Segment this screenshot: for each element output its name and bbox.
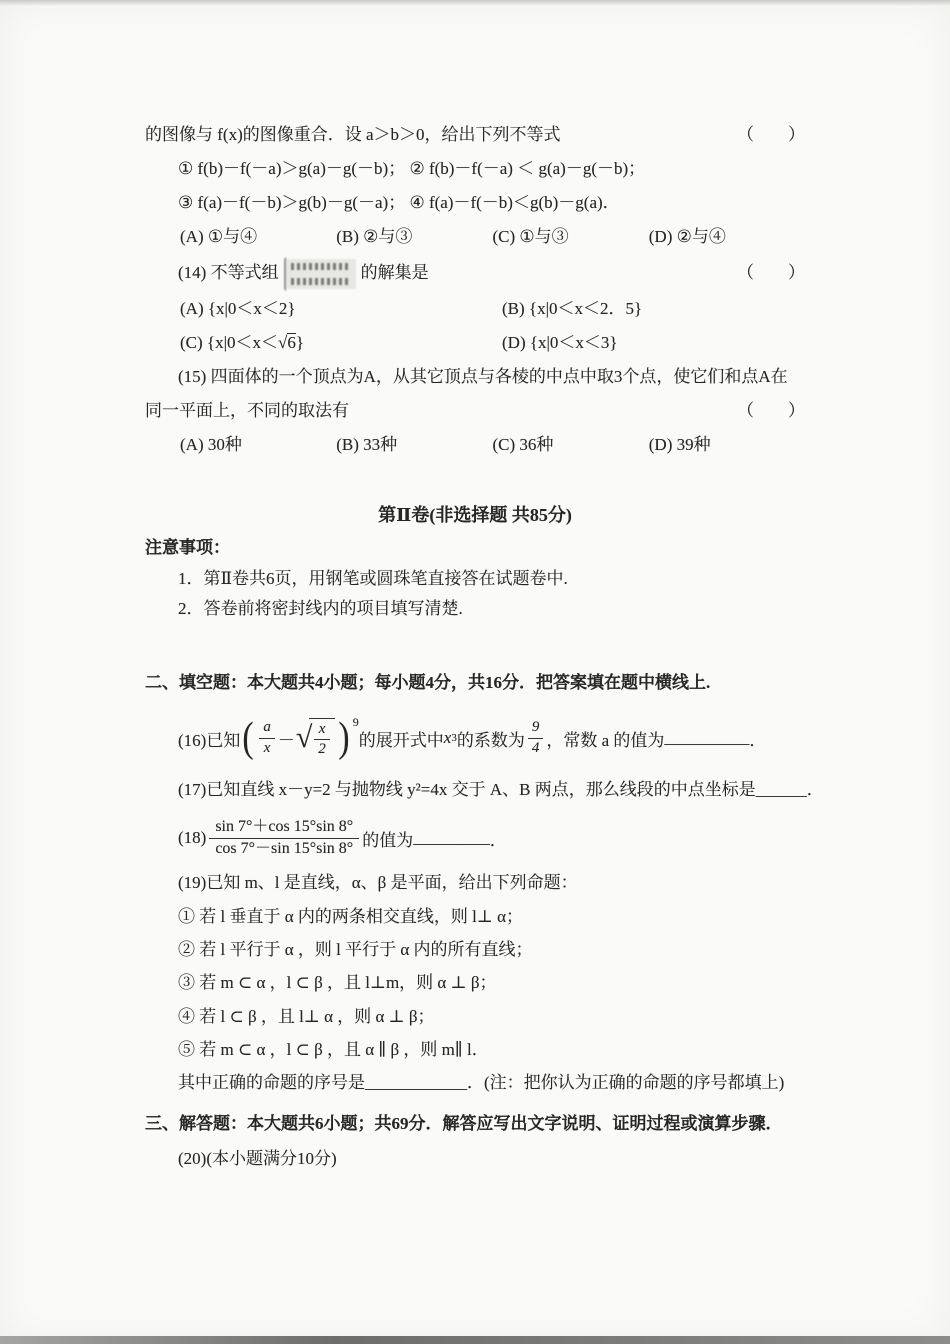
q16-fraction-9-over-4 xyxy=(528,719,544,757)
question-14-options-row-1 xyxy=(145,292,805,326)
fraction-numerator: a xyxy=(259,719,275,738)
fraction-numerator: sin 7°＋cos 15°sin 8° xyxy=(209,817,359,838)
q14-option-d: (D) {x|0＜x＜3} xyxy=(502,333,618,352)
question-14-stem xyxy=(178,254,429,292)
q16-mid-text-1: 的展开式中 xyxy=(358,730,444,750)
inequality-system-illegible xyxy=(284,259,356,289)
fraction-denominator: 2 xyxy=(318,741,326,757)
part-2-title: 第Ⅱ卷(非选择题 共85分) xyxy=(378,505,572,525)
exponent-9: 9 xyxy=(352,714,359,729)
question-19-intro: (19)已知 m、l 是直线，α、β 是平面，给出下列命题： xyxy=(178,873,578,892)
period: ． xyxy=(749,730,767,750)
fraction-denominator: x xyxy=(263,739,271,756)
fill-in-section-header: 二、填空题：本大题共4小题；每小题4分，共16分．把答案填在题中横线上. xyxy=(145,673,711,692)
q15-text-2: 同一平面上，不同的取法有 xyxy=(145,401,349,420)
q16-fraction-a-over-x xyxy=(259,719,275,757)
q19-statement-4: ④ 若 l ⊂ β ，且 l⊥ α ，则 α ⊥ β； xyxy=(178,1007,435,1026)
q14-option-a: (A) {x|0＜x＜2} xyxy=(180,299,296,318)
fraction-numerator: x xyxy=(314,721,330,740)
q13-option-a: (A) ①与④ xyxy=(180,227,258,246)
square-root xyxy=(296,718,335,759)
period: ． xyxy=(806,780,824,799)
q14-option-c xyxy=(180,326,502,360)
question-18 xyxy=(145,810,805,866)
question-15-line-1 xyxy=(145,360,805,394)
q15-option-c: (C) 36种 xyxy=(492,435,554,454)
q14-option-c-radicand: 6 xyxy=(287,333,296,352)
q19-statement-2: ② 若 l 平行于 α ，则 l 平行于 α 内的所有直线； xyxy=(178,940,533,959)
answer-blank: __________ xyxy=(664,728,750,747)
q13-inequality-4: ④ f(a)－f(－b)＜g(b)－g(a)． xyxy=(409,193,620,212)
question-20-header: (20)(本小题满分10分) xyxy=(178,1149,337,1168)
q14-option-c-text: (C) {x|0＜x＜ xyxy=(180,333,278,352)
radical-sign: √ xyxy=(277,333,288,352)
fraction-denominator: cos 7°－sin 15°sin 8° xyxy=(215,839,354,857)
scan-top-edge xyxy=(0,0,950,6)
question-14-answer-paren: （ ） xyxy=(737,263,805,282)
answer-blank: ______ xyxy=(755,780,807,799)
q14-suffix: 的解集是 xyxy=(360,263,429,282)
right-paren: ) xyxy=(338,715,350,761)
radical-sign: √ xyxy=(295,721,313,754)
q13-option-b: (B) ②与③ xyxy=(336,227,413,246)
q13-option-d: (D) ②与④ xyxy=(648,227,726,246)
minus-sign: － xyxy=(277,730,295,750)
question-13-options xyxy=(145,220,805,254)
q19-statement-1: ① 若 l 垂直于 α 内的两条相交直线，则 l⊥ α； xyxy=(178,907,523,926)
question-15-options xyxy=(145,428,805,462)
q15-option-d: (D) 39种 xyxy=(648,435,711,454)
left-paren: ( xyxy=(242,715,254,761)
q19-tail-text: 其中正确的命题的序号是 xyxy=(178,1073,365,1092)
q16-tail-text: ，常数 a 的值为 xyxy=(546,730,665,750)
q14-option-c-close: } xyxy=(295,333,304,352)
q16-mid-text-2: 的系数为 xyxy=(456,730,525,750)
q13-inequality-1: ① f(b)－f(－a)＞g(a)－g(－b)； xyxy=(178,159,406,178)
question-14-stem-row xyxy=(145,254,805,292)
notice-item-1: 1．第Ⅱ卷共6页，用钢笔或圆珠笔直接答在试题卷中. xyxy=(178,569,568,588)
q16-fraction-x-over-2 xyxy=(314,721,330,759)
question-17 xyxy=(145,770,824,810)
q15-option-b: (B) 33种 xyxy=(336,435,398,454)
q19-statement-5: ⑤ 若 m ⊂ α ，l ⊂ β ，且 α ∥ β ，则 m∥ l． xyxy=(178,1040,489,1059)
radicand xyxy=(309,718,335,759)
fraction-numerator: 9 xyxy=(528,719,544,738)
question-13-answer-paren: （ ） xyxy=(737,125,805,144)
notice-item-2: 2．答卷前将密封线内的项目填写清楚. xyxy=(178,599,463,618)
answer-blank: _________ xyxy=(413,828,490,847)
question-14-options-row-2 xyxy=(145,326,805,360)
q19-note: ．(注：把你认为正确的命题的序号都填上) xyxy=(467,1073,785,1092)
q19-statement-3: ③ 若 m ⊂ α ，l ⊂ β ，且 l⊥m，则 α ⊥ β； xyxy=(178,973,497,992)
q13-inequality-2: ② f(b)－f(－a) ＜ g(a)－g(－b)； xyxy=(409,159,646,178)
q17-text: (17)已知直线 x－y=2 与抛物线 y²=4x 交于 A、B 两点，那么线段的中点坐标是 xyxy=(178,780,756,799)
q15-option-a: (A) 30种 xyxy=(180,435,242,454)
question-16 xyxy=(145,706,805,770)
question-13-stem: 的图像与 f(x)的图像重合．设 a＞b＞0，给出下列不等式 xyxy=(145,125,561,144)
answer-blank: ____________ xyxy=(365,1073,467,1092)
q13-option-c: (C) ①与③ xyxy=(492,227,569,246)
question-15-line-2 xyxy=(145,394,805,428)
variable-x: x xyxy=(443,728,452,747)
q14-prefix: (14) 不等式组 xyxy=(178,263,279,282)
question-13-inequalities-2 xyxy=(145,186,805,220)
q16-prefix: (16)已知 xyxy=(178,730,241,750)
answer-section-header: 三、解答题：本大题共6小题；共69分．解答应写出文字说明、证明过程或演算步骤． xyxy=(145,1114,783,1133)
question-13-inequalities-1 xyxy=(145,152,805,186)
notice-title: 注意事项： xyxy=(145,538,230,557)
q18-trig-fraction xyxy=(209,817,359,859)
exponent-3: 3 xyxy=(451,732,457,744)
q18-tail-text: 的值为 xyxy=(362,830,414,850)
q14-option-b: (B) {x|0＜x＜2．5} xyxy=(502,299,643,318)
question-13-stem-row xyxy=(145,118,805,152)
fraction-denominator: 4 xyxy=(531,739,540,756)
q18-number: (18) xyxy=(178,828,207,847)
q13-inequality-3: ③ f(a)－f(－b)＞g(b)－g(－a)； xyxy=(178,193,406,212)
scan-bottom-edge xyxy=(0,1336,950,1344)
period: ． xyxy=(489,830,507,850)
question-15-answer-paren: （ ） xyxy=(737,401,805,420)
q15-text-1: (15) 四面体的一个顶点为A，从其它顶点与各棱的中点中取3个点，使它们和点A在 xyxy=(178,367,788,386)
q19-conclusion-line xyxy=(145,1066,805,1100)
